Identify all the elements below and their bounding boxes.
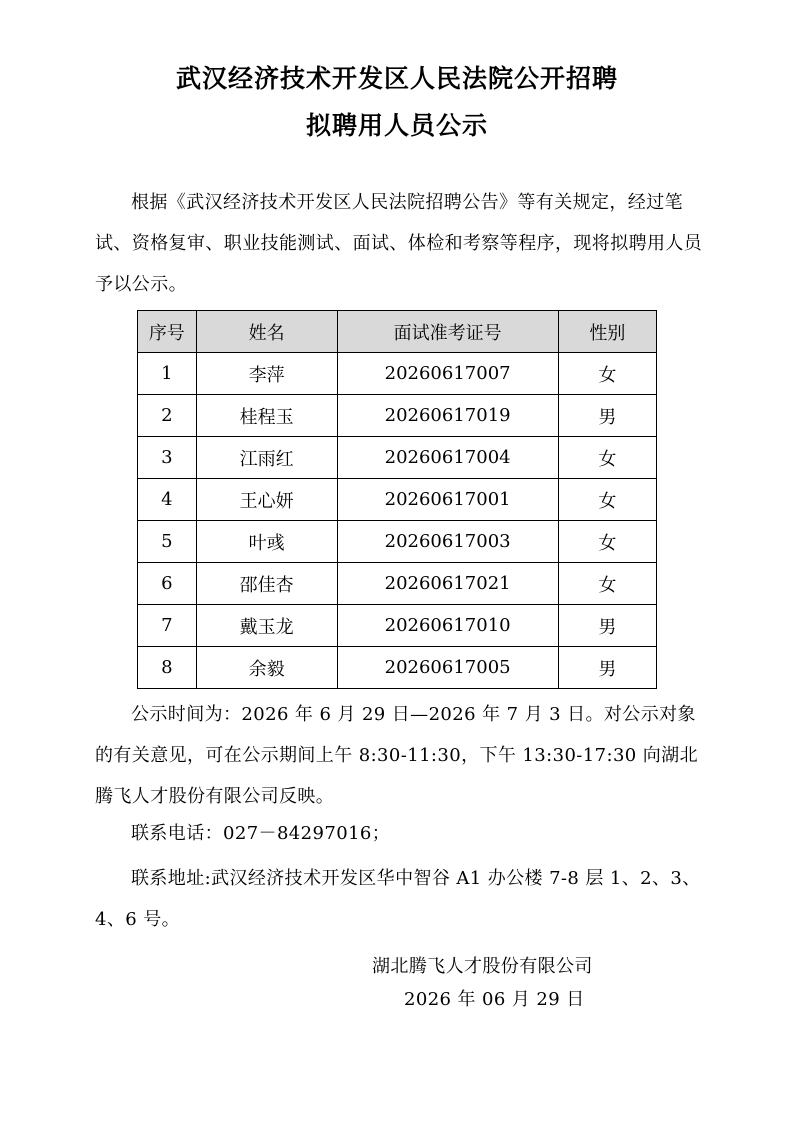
cell-exam-no: 20260617007 bbox=[337, 353, 558, 395]
table-row bbox=[138, 647, 657, 689]
header-gender: 性别 bbox=[558, 311, 656, 353]
document-subtitle: 拟聘用人员公示 bbox=[305, 111, 488, 140]
cell-exam-no: 20260617005 bbox=[337, 647, 558, 689]
cell-gender: 女 bbox=[558, 353, 656, 395]
table-row bbox=[138, 521, 657, 563]
header-seq: 序号 bbox=[138, 311, 197, 353]
cell-name: 邵佳杏 bbox=[196, 563, 337, 605]
cell-seq: 5 bbox=[138, 521, 197, 563]
contact-phone: 联系电话：027－84297016； bbox=[131, 823, 391, 844]
cell-seq: 2 bbox=[138, 395, 197, 437]
cell-name: 桂程玉 bbox=[196, 395, 337, 437]
cell-gender: 男 bbox=[558, 395, 656, 437]
signature-company: 湖北腾飞人才股份有限公司 bbox=[372, 956, 593, 977]
cell-seq: 8 bbox=[138, 647, 197, 689]
cell-seq: 7 bbox=[138, 605, 197, 647]
table-row bbox=[138, 353, 657, 395]
cell-name: 王心妍 bbox=[196, 479, 337, 521]
document-title: 武汉经济技术开发区人民法院公开招聘 bbox=[175, 64, 618, 93]
cell-exam-no: 20260617003 bbox=[337, 521, 558, 563]
cell-gender: 男 bbox=[558, 605, 656, 647]
cell-gender: 女 bbox=[558, 563, 656, 605]
candidate-table bbox=[137, 310, 657, 689]
cell-gender: 女 bbox=[558, 521, 656, 563]
cell-exam-no: 20260617001 bbox=[337, 479, 558, 521]
cell-name: 戴玉龙 bbox=[196, 605, 337, 647]
cell-name: 叶彧 bbox=[196, 521, 337, 563]
cell-exam-no: 20260617021 bbox=[337, 563, 558, 605]
cell-gender: 女 bbox=[558, 437, 656, 479]
cell-seq: 3 bbox=[138, 437, 197, 479]
cell-name: 江雨红 bbox=[196, 437, 337, 479]
cell-seq: 1 bbox=[138, 353, 197, 395]
table-row bbox=[138, 395, 657, 437]
table-header-row bbox=[138, 311, 657, 353]
cell-gender: 男 bbox=[558, 647, 656, 689]
cell-gender: 女 bbox=[558, 479, 656, 521]
table-row bbox=[138, 437, 657, 479]
cell-name: 李萍 bbox=[196, 353, 337, 395]
header-name: 姓名 bbox=[196, 311, 337, 353]
table-row bbox=[138, 605, 657, 647]
table-row bbox=[138, 563, 657, 605]
cell-name: 余毅 bbox=[196, 647, 337, 689]
signature-date: 2026 年 06 月 29 日 bbox=[404, 989, 585, 1010]
cell-exam-no: 20260617004 bbox=[337, 437, 558, 479]
notice-paragraph: 公示时间为：2026 年 6 月 29 日—2026 年 7 月 3 日。对公示对象的有关意见，可在公示期间上午 8:30-11:30，下午 13:30-17:30 向湖北腾飞人才股份有限公司反映。 bbox=[95, 704, 698, 807]
cell-exam-no: 20260617010 bbox=[337, 605, 558, 647]
cell-exam-no: 20260617019 bbox=[337, 395, 558, 437]
cell-seq: 6 bbox=[138, 563, 197, 605]
header-exam-no: 面试准考证号 bbox=[337, 311, 558, 353]
intro-paragraph: 根据《武汉经济技术开发区人民法院招聘公告》等有关规定，经过笔试、资格复审、职业技能测试、面试、体检和考察等程序，现将拟聘用人员予以公示。 bbox=[95, 192, 703, 295]
contact-address: 联系地址:武汉经济技术开发区华中智谷 A1 办公楼 7-8 层 1、2、3、4、6 号。 bbox=[95, 868, 701, 930]
cell-seq: 4 bbox=[138, 479, 197, 521]
table-row bbox=[138, 479, 657, 521]
